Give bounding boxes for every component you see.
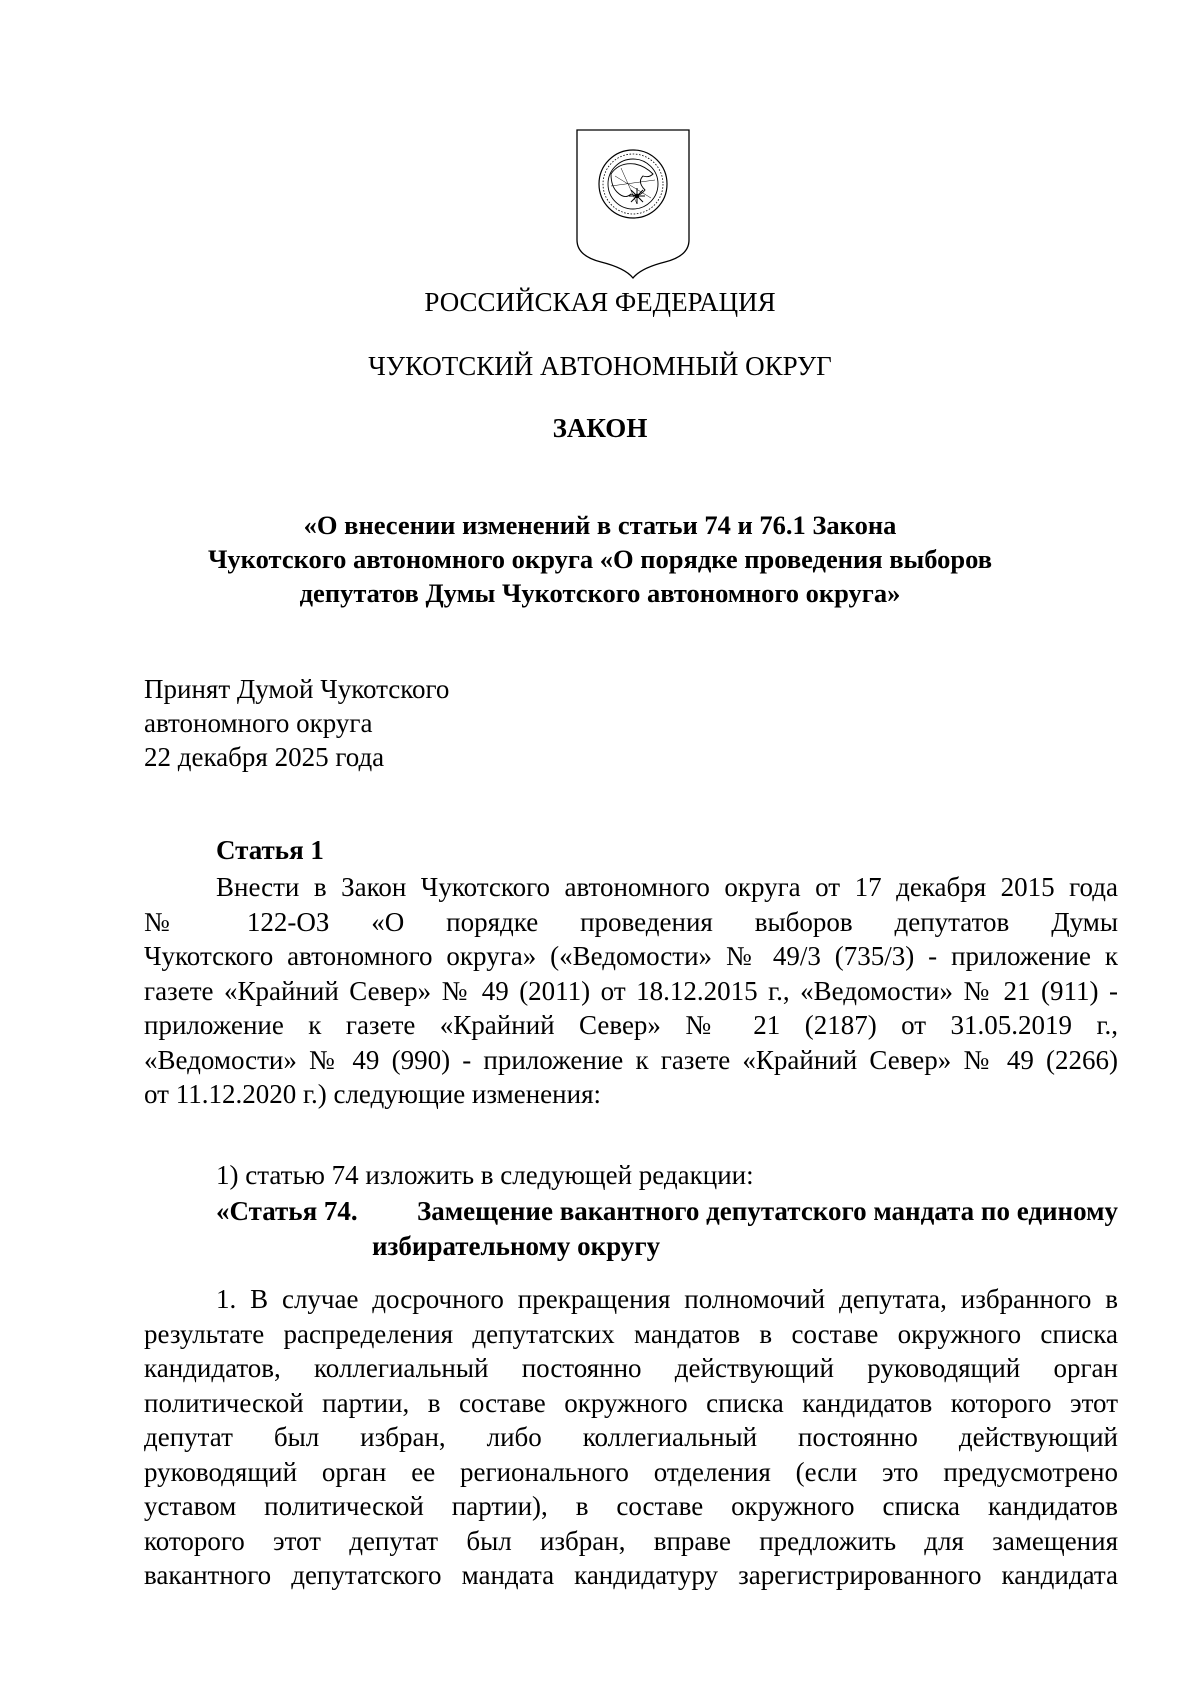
text-line: которого этот депутат был избран, вправе предложить для замещения — [144, 1525, 1118, 1556]
document-type-heading: ЗАКОН — [552, 413, 648, 443]
article-74-title-line: Замещение вакантного депутатского мандата по единому — [416, 1196, 1118, 1226]
article-1-heading: Статья 1 — [216, 835, 324, 865]
region-heading: ЧУКОТСКИЙ АВТОНОМНЫЙ ОКРУГ — [368, 351, 832, 381]
coat-of-arms-emblem — [575, 128, 691, 280]
article-74-label: «Статья 74. — [216, 1196, 358, 1226]
amendment-item-1: 1) статью 74 изложить в следующей редакции: — [216, 1160, 754, 1190]
text-line: Чукотского автономного округа» («Ведомости» № 49/3 (735/3) - приложение к — [144, 941, 1118, 971]
adoption-line: 22 декабря 2025 года — [144, 742, 385, 772]
text-line: от 11.12.2020 г.) следующие изменения: — [144, 1079, 601, 1109]
law-title-line: «О внесении изменений в статьи 74 и 76.1 Закона — [303, 510, 897, 540]
text-line: № 122-ОЗ «О порядке проведения выборов депутатов Думы — [144, 906, 1118, 937]
text-line: «Ведомости» № 49 (990) - приложение к газете «Крайний Север» № 49 (2266) — [144, 1044, 1118, 1075]
text-line: кандидатов, коллегиальный постоянно действующий руководящий орган — [144, 1353, 1118, 1383]
article-74-title-line: избирательному округу — [372, 1230, 661, 1261]
text-line: приложение к газете «Крайний Север» № 21 (2187) от 31.05.2019 г., — [144, 1010, 1118, 1040]
text-line: уставом политической партии), в составе окружного списка кандидатов — [144, 1491, 1118, 1521]
text-line: руководящий орган ее регионального отделения (если это предусмотрено — [144, 1456, 1118, 1487]
text-line: газете «Крайний Север» № 49 (2011) от 18.12.2015 г., «Ведомости» № 21 (911) - — [144, 975, 1118, 1006]
text-line: политической партии, в составе окружного списка кандидатов которого этот — [144, 1387, 1118, 1418]
text-line: 1. В случае досрочного прекращения полномочий депутата, избранного в — [216, 1284, 1118, 1314]
text-line: Внести в Закон Чукотского автономного округа от 17 декабря 2015 года — [216, 872, 1118, 902]
article-74-paragraph-1 — [144, 1282, 1118, 1593]
adoption-note — [144, 672, 449, 774]
article-74-heading — [216, 1194, 1118, 1263]
law-title-line: Чукотского автономного округа «О порядке проведения выборов — [207, 544, 992, 574]
country-heading: РОССИЙСКАЯ ФЕДЕРАЦИЯ — [424, 287, 776, 317]
law-title-line: депутатов Думы Чукотского автономного округа» — [299, 578, 901, 608]
text-line: вакантного депутатского мандата кандидатуру зарегистрированного кандидата — [144, 1560, 1118, 1590]
article-1-intro — [144, 870, 1118, 1112]
adoption-line: Принят Думой Чукотского — [144, 674, 450, 704]
law-title — [0, 508, 1200, 610]
text-line: результате распределения депутатских мандатов в составе окружного списка — [144, 1318, 1118, 1349]
text-line: депутат был избран, либо коллегиальный постоянно действующий — [144, 1422, 1118, 1452]
adoption-line: автономного округа — [144, 708, 373, 738]
